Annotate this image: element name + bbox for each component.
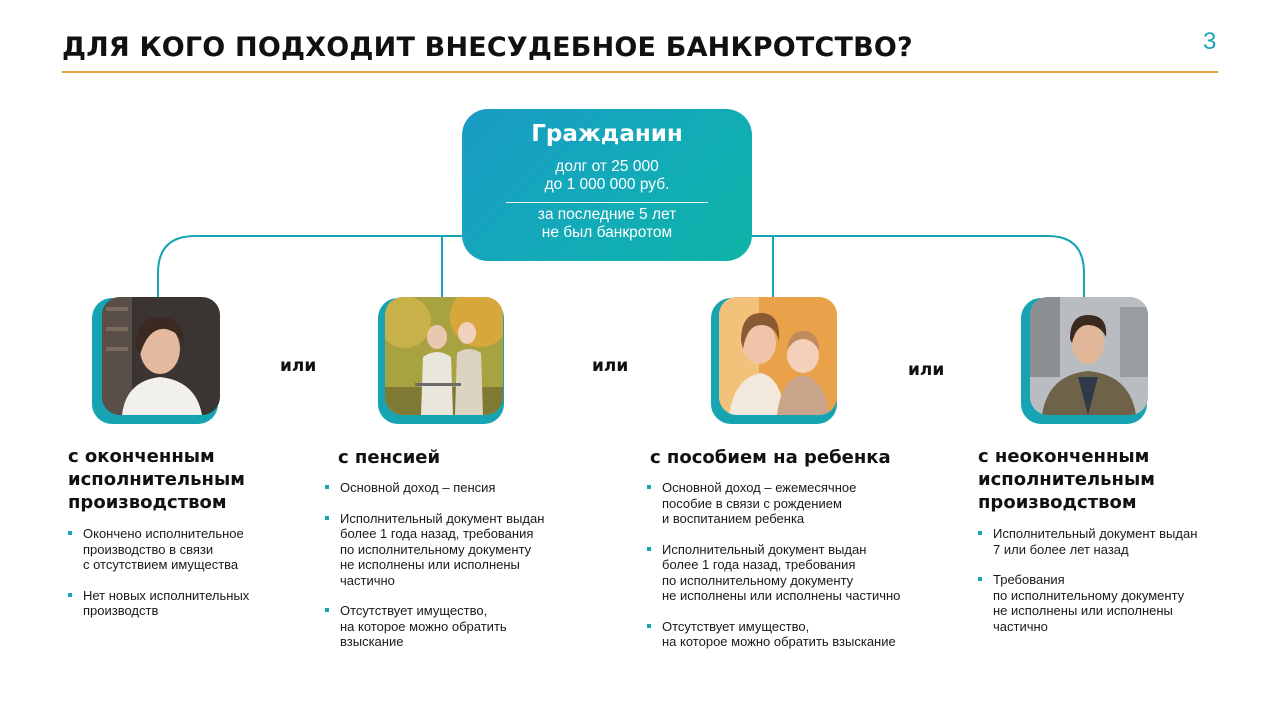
list-item: Исполнительный документ выдан более 1 года назад, требования по исполнительному документу не исполнены или исполнены частично <box>325 511 598 589</box>
category-title: с оконченным исполнительным производством <box>68 446 245 513</box>
or-label-3: или <box>908 360 945 380</box>
category-title: с неоконченным исполнительным производством <box>978 446 1155 513</box>
elderly-couple-photo <box>385 297 503 415</box>
list-item: Требования по исполнительному документу не исполнены или исполнены частично <box>978 572 1238 634</box>
list-item: Основной доход – пенсия <box>325 480 598 496</box>
citizen-divider <box>506 202 708 203</box>
or-label-1: или <box>280 356 317 376</box>
citizen-no-bankruptcy: за последние 5 лет не был банкротом <box>537 206 677 241</box>
citizen-debt-range: долг от 25 000 до 1 000 000 руб. <box>544 158 670 193</box>
list-item: Нет новых исполнительных производств <box>68 588 308 619</box>
category-bullets <box>68 526 308 619</box>
citizen-card <box>462 109 752 261</box>
slide-title: ДЛЯ КОГО ПОДХОДИТ ВНЕСУДЕБНОЕ БАНКРОТСТВО? <box>62 32 913 63</box>
woman-portrait-photo <box>102 297 220 415</box>
category-title: с пособием на ребенка <box>650 447 891 468</box>
citizen-title: Гражданин <box>531 121 683 147</box>
category-title: с пенсией <box>338 447 441 468</box>
list-item: Исполнительный документ выдан более 1 года назад, требования по исполнительному документу не исполнены или исполнены частично <box>647 542 950 604</box>
list-item: Отсутствует имущество, на которое можно обратить взыскание <box>325 603 598 650</box>
connector-right <box>752 236 1084 300</box>
category-column-1 <box>68 445 308 634</box>
mother-with-child-photo <box>719 297 837 415</box>
list-item: Основной доход – ежемесячное пособие в связи с рождением и воспитанием ребенка <box>647 480 950 527</box>
list-item: Отсутствует имущество, на которое можно обратить взыскание <box>647 619 950 650</box>
category-column-2 <box>338 446 598 665</box>
category-bullets <box>978 526 1238 634</box>
connector-left <box>158 236 462 300</box>
or-label-2: или <box>592 356 629 376</box>
category-bullets <box>325 480 598 650</box>
young-man-photo <box>1030 297 1148 415</box>
category-column-3 <box>650 446 950 665</box>
page-number: 3 <box>1203 28 1217 55</box>
category-bullets <box>647 480 950 650</box>
list-item: Исполнительный документ выдан 7 или более лет назад <box>978 526 1238 557</box>
list-item: Окончено исполнительное производство в связи с отсутствием имущества <box>68 526 308 573</box>
category-column-4 <box>978 445 1238 649</box>
